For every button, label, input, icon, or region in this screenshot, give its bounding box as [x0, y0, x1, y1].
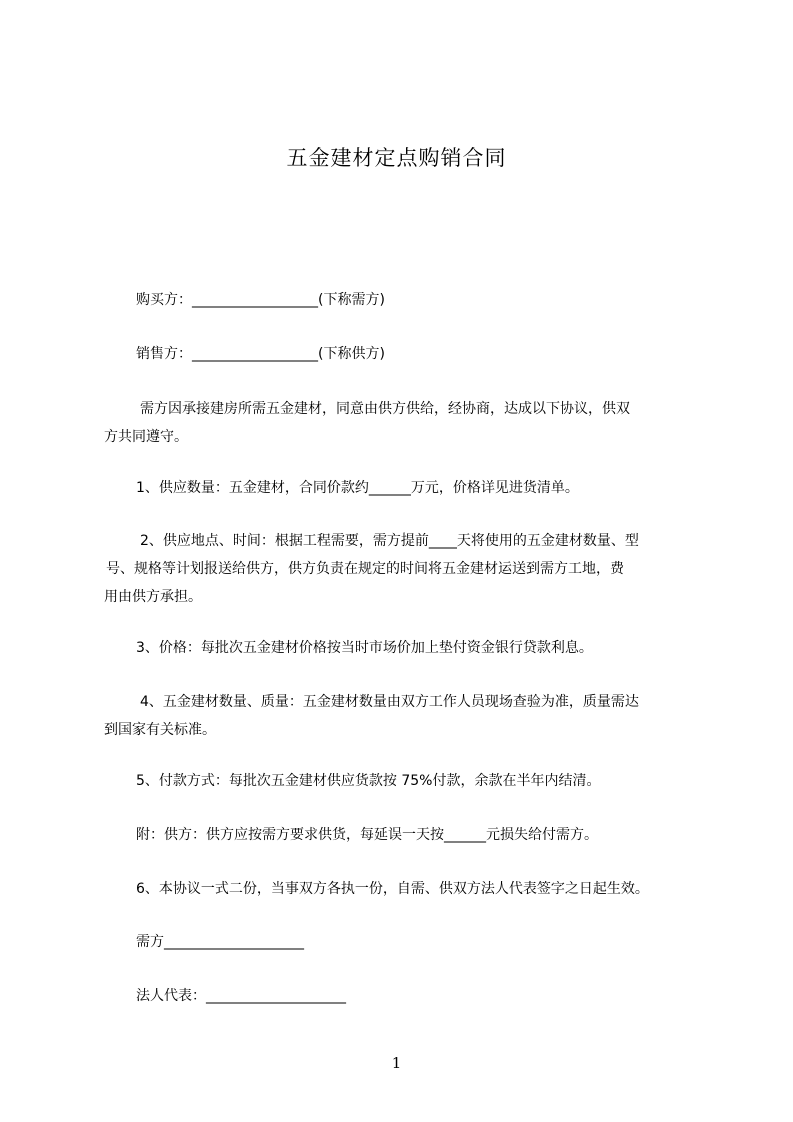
- clause-2-line-3: 用由供方承担。: [104, 589, 202, 605]
- clause-2-line-2: 号、规格等计划报送给供方，供方负责在规定的时间将五金建材运送到需方工地，费: [106, 561, 624, 577]
- clause-4-line-1: 4、五金建材数量、质量：五金建材数量由双方工作人员现场查验为准，质量需达: [140, 694, 639, 710]
- intro-line-1: 需方因承接建房所需五金建材，同意由供方供给，经协商，达成以下协议，供双: [140, 401, 630, 417]
- clause-3: 3、价格：每批次五金建材价格按当时市场价加上垫付资金银行贷款利息。: [136, 640, 593, 656]
- clause-1: 1、供应数量：五金建材，合同价款约______万元，价格详见进货清单。: [136, 480, 579, 496]
- intro-paragraph: [104, 395, 716, 451]
- clause-2-line-1: 2、供应地点、时间：根据工程需要，需方提前____天将使用的五金建材数量、型: [140, 533, 639, 549]
- clause-6: 6、本协议一式二份，当事双方各执一份，自需、供双方法人代表签字之日起生效。: [136, 881, 649, 897]
- seller-line: 销售方：__________________(下称供方): [136, 346, 385, 362]
- legal-representative-signature: 法人代表：____________________: [136, 988, 346, 1004]
- clause-4: [104, 688, 716, 744]
- intro-line-2: 方共同遵守。: [104, 429, 188, 445]
- demand-party-signature: 需方____________________: [136, 934, 304, 950]
- clause-4-line-2: 到国家有关标准。: [104, 722, 216, 738]
- appendix-line: 附：供方：供方应按需方要求供货，每延误一天按______元损失给付需方。: [136, 827, 598, 843]
- buyer-line: 购买方：__________________(下称需方): [136, 292, 385, 308]
- clause-5: 5、付款方式：每批次五金建材供应货款按 75%付款，余款在半年内结清。: [136, 773, 601, 789]
- page-number: 1: [391, 1054, 402, 1072]
- clause-2: [104, 527, 716, 611]
- contract-title: 五金建材定点购销合同: [286, 146, 507, 170]
